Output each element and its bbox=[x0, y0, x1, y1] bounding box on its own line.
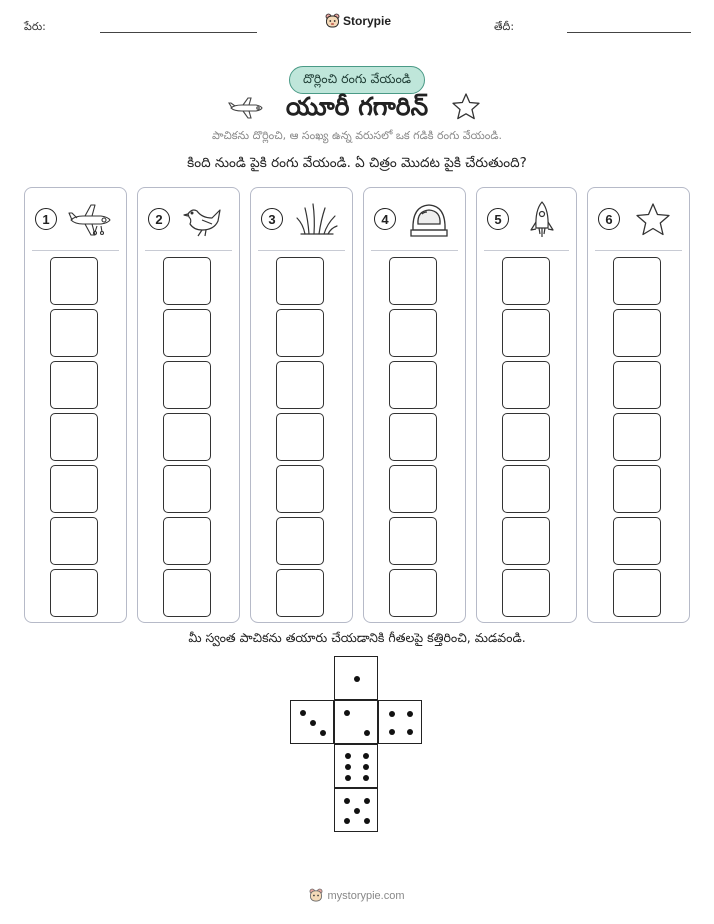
color-box[interactable] bbox=[613, 361, 661, 409]
color-box[interactable] bbox=[50, 413, 98, 461]
activity-badge: దొర్లించి రంగు వేయండి bbox=[289, 66, 425, 94]
column-number: 5 bbox=[487, 208, 509, 230]
color-box[interactable] bbox=[163, 465, 211, 513]
color-box[interactable] bbox=[163, 309, 211, 357]
color-box[interactable] bbox=[50, 257, 98, 305]
color-box[interactable] bbox=[502, 569, 550, 617]
color-box[interactable] bbox=[613, 569, 661, 617]
color-box[interactable] bbox=[502, 309, 550, 357]
column-6 bbox=[587, 187, 690, 623]
color-box[interactable] bbox=[502, 413, 550, 461]
color-box[interactable] bbox=[163, 517, 211, 565]
column-3 bbox=[250, 187, 353, 623]
color-box[interactable] bbox=[502, 361, 550, 409]
dice-face-1 bbox=[334, 656, 378, 700]
color-box[interactable] bbox=[389, 517, 437, 565]
color-box[interactable] bbox=[50, 517, 98, 565]
storypie-bear-icon bbox=[309, 888, 323, 903]
brand-logo bbox=[325, 13, 391, 29]
dice-face-5 bbox=[334, 788, 378, 832]
bird-icon bbox=[180, 200, 226, 240]
astronaut-helmet-icon bbox=[406, 200, 452, 240]
color-box[interactable] bbox=[613, 517, 661, 565]
column-number: 2 bbox=[148, 208, 170, 230]
color-box[interactable] bbox=[389, 257, 437, 305]
color-box[interactable] bbox=[613, 309, 661, 357]
instruction: కింది నుండి పైకి రంగు వేయండి. ఏ చిత్రం మొదట పైకి చేరుతుంది? bbox=[187, 155, 527, 171]
footer bbox=[0, 888, 714, 903]
color-box[interactable] bbox=[613, 465, 661, 513]
name-label: పేరు: bbox=[24, 20, 46, 33]
rocket-icon bbox=[519, 200, 565, 240]
color-box[interactable] bbox=[163, 257, 211, 305]
color-box[interactable] bbox=[50, 569, 98, 617]
airplane-icon bbox=[67, 200, 113, 240]
dice-face-4 bbox=[378, 700, 422, 744]
color-box[interactable] bbox=[276, 517, 324, 565]
column-number: 3 bbox=[261, 208, 283, 230]
color-box[interactable] bbox=[389, 413, 437, 461]
dice-net bbox=[290, 656, 426, 836]
page-title: యూరీ గగారిన్ bbox=[285, 92, 429, 121]
column-2 bbox=[137, 187, 240, 623]
star-icon bbox=[451, 92, 481, 121]
dice-face-3 bbox=[290, 700, 334, 744]
star-icon bbox=[630, 200, 676, 240]
color-box[interactable] bbox=[276, 257, 324, 305]
column-number: 6 bbox=[598, 208, 620, 230]
grass-icon bbox=[293, 200, 339, 240]
color-box[interactable] bbox=[389, 569, 437, 617]
color-box[interactable] bbox=[502, 517, 550, 565]
color-box[interactable] bbox=[50, 361, 98, 409]
column-number: 4 bbox=[374, 208, 396, 230]
color-box[interactable] bbox=[613, 413, 661, 461]
color-box[interactable] bbox=[276, 361, 324, 409]
column-number: 1 bbox=[35, 208, 57, 230]
cut-instruction: మీ స్వంత పాచికను తయారు చేయడానికి గీతలపై కత్తిరించి, మడవండి. bbox=[188, 630, 526, 645]
footer-url: mystorypie.com bbox=[327, 889, 405, 902]
subtitle: పాచికను దొర్లించి, ఆ సంఖ్య ఉన్న వరుసలో ఒక గడికి రంగు వేయండి. bbox=[212, 129, 502, 142]
color-box[interactable] bbox=[163, 413, 211, 461]
date-field-line[interactable] bbox=[567, 32, 691, 33]
color-box[interactable] bbox=[163, 569, 211, 617]
color-box[interactable] bbox=[389, 361, 437, 409]
brand-name: Storypie bbox=[343, 14, 392, 28]
column-4 bbox=[363, 187, 466, 623]
color-box[interactable] bbox=[276, 569, 324, 617]
color-box[interactable] bbox=[389, 465, 437, 513]
color-box[interactable] bbox=[50, 465, 98, 513]
color-box[interactable] bbox=[50, 309, 98, 357]
color-box[interactable] bbox=[389, 309, 437, 357]
date-label: తేదీ: bbox=[494, 20, 515, 33]
dice-face-2 bbox=[334, 700, 378, 744]
color-box[interactable] bbox=[276, 465, 324, 513]
name-field-line[interactable] bbox=[100, 32, 257, 33]
color-box[interactable] bbox=[276, 309, 324, 357]
column-5 bbox=[476, 187, 577, 623]
dice-face-6 bbox=[334, 744, 378, 788]
color-box[interactable] bbox=[502, 257, 550, 305]
storypie-bear-icon bbox=[325, 13, 340, 29]
color-box[interactable] bbox=[613, 257, 661, 305]
column-1 bbox=[24, 187, 127, 623]
color-box[interactable] bbox=[163, 361, 211, 409]
color-box[interactable] bbox=[276, 413, 324, 461]
color-box[interactable] bbox=[502, 465, 550, 513]
